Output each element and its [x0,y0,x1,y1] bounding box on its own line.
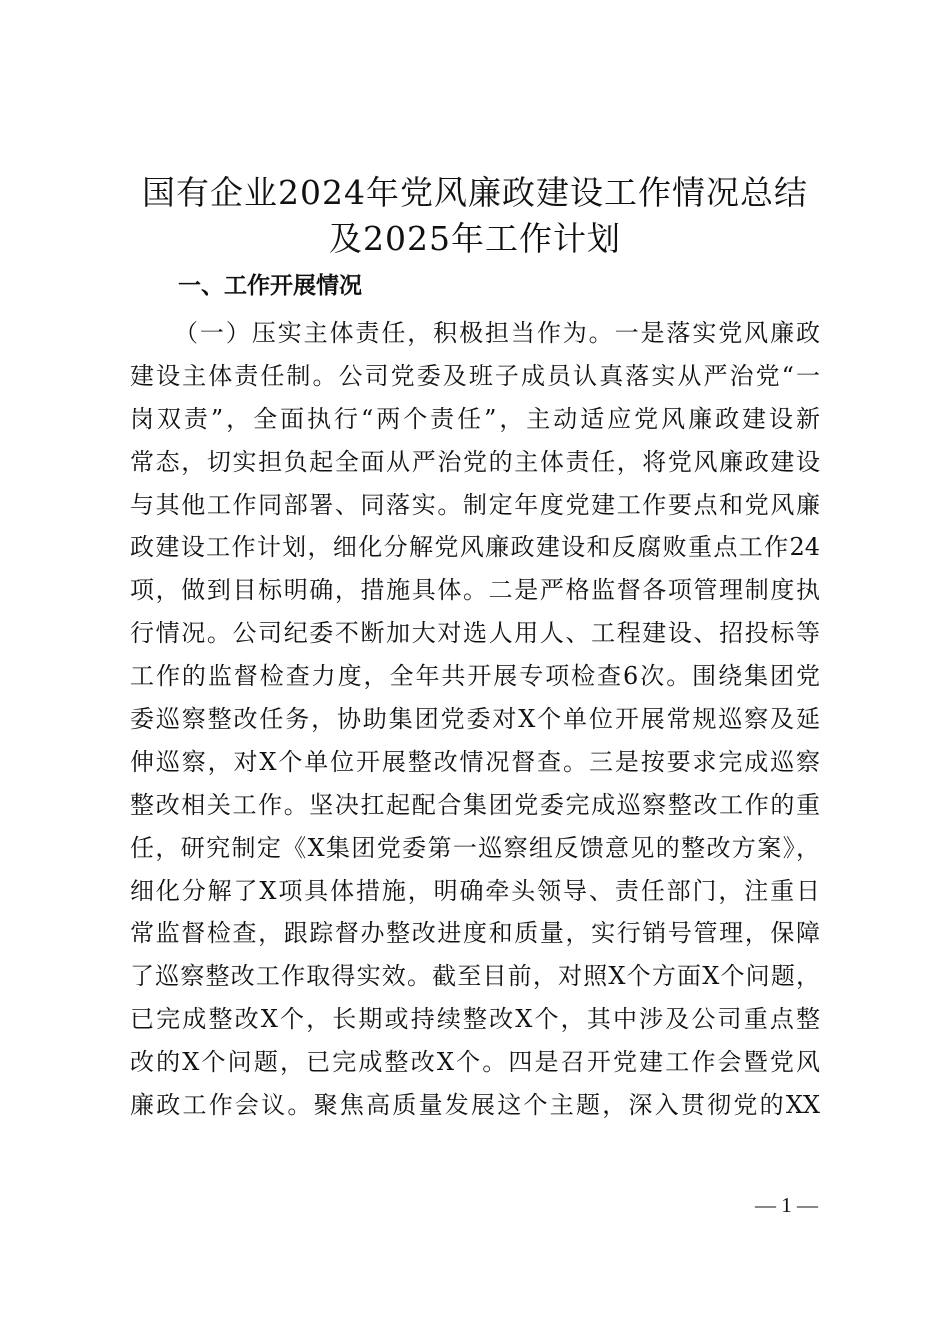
body-line: 岗双责”，全面执行“两个责任”，主动适应党风廉政建设新 [130,404,820,433]
body-line: 建设主体责任制。公司党委及班子成员认真落实从严治党“一 [130,361,820,390]
body-line: 与其他工作同部署、同落实。制定年度党建工作要点和党风廉 [130,490,820,519]
title-line-1: 国有企业2024年党风廉政建设工作情况总结 [142,173,808,212]
page-number: — 1 — [755,1193,818,1217]
body-line: 项，做到目标明确，措施具体。二是严格监督各项管理制度执 [130,576,820,605]
document-title [110,170,840,262]
body-line: 已完成整改X个，长期或持续整改X个，其中涉及公司重点整 [130,1005,820,1034]
body-line: 常监督检查，跟踪督办整改进度和质量，实行销号管理，保障 [130,919,820,948]
body-line: 任，研究制定《X集团党委第一巡察组反馈意见的整改方案》， [130,833,820,862]
body-line: （一）压实主体责任，积极担当作为。一是落实党风廉政 [174,319,820,347]
body-line: 行情况。公司纪委不断加大对选人用人、工程建设、招投标等 [130,619,820,648]
body-line: 常态，切实担负起全面从严治党的主体责任，将党风廉政建设 [130,447,820,476]
body-line: 政建设工作计划，细化分解党风廉政建设和反腐败重点工作24 [130,533,820,562]
body-line: 了巡察整改工作取得实效。截至目前，对照X个方面X个问题， [130,962,820,991]
body-line: 工作的监督检查力度，全年共开展专项检查6次。围绕集团党 [130,662,820,691]
body-line: 细化分解了X项具体措施，明确牵头领导、责任部门，注重日 [130,876,820,905]
body-line: 改的X个问题，已完成整改X个。四是召开党建工作会暨党风 [130,1048,820,1077]
body-line: 伸巡察，对X个单位开展整改情况督查。三是按要求完成巡察 [130,747,820,776]
section-heading: 一、工作开展情况 [178,273,362,299]
body-line: 委巡察整改任务，协助集团党委对X个单位开展常规巡察及延 [130,705,820,734]
body-paragraph [130,312,820,1127]
body-line: 整改相关工作。坚决扛起配合集团党委完成巡察整改工作的重 [130,790,820,819]
title-line-2: 及2025年工作计划 [329,219,621,258]
body-line: 廉政工作会议。聚焦高质量发展这个主题，深入贯彻党的XX [130,1091,820,1120]
